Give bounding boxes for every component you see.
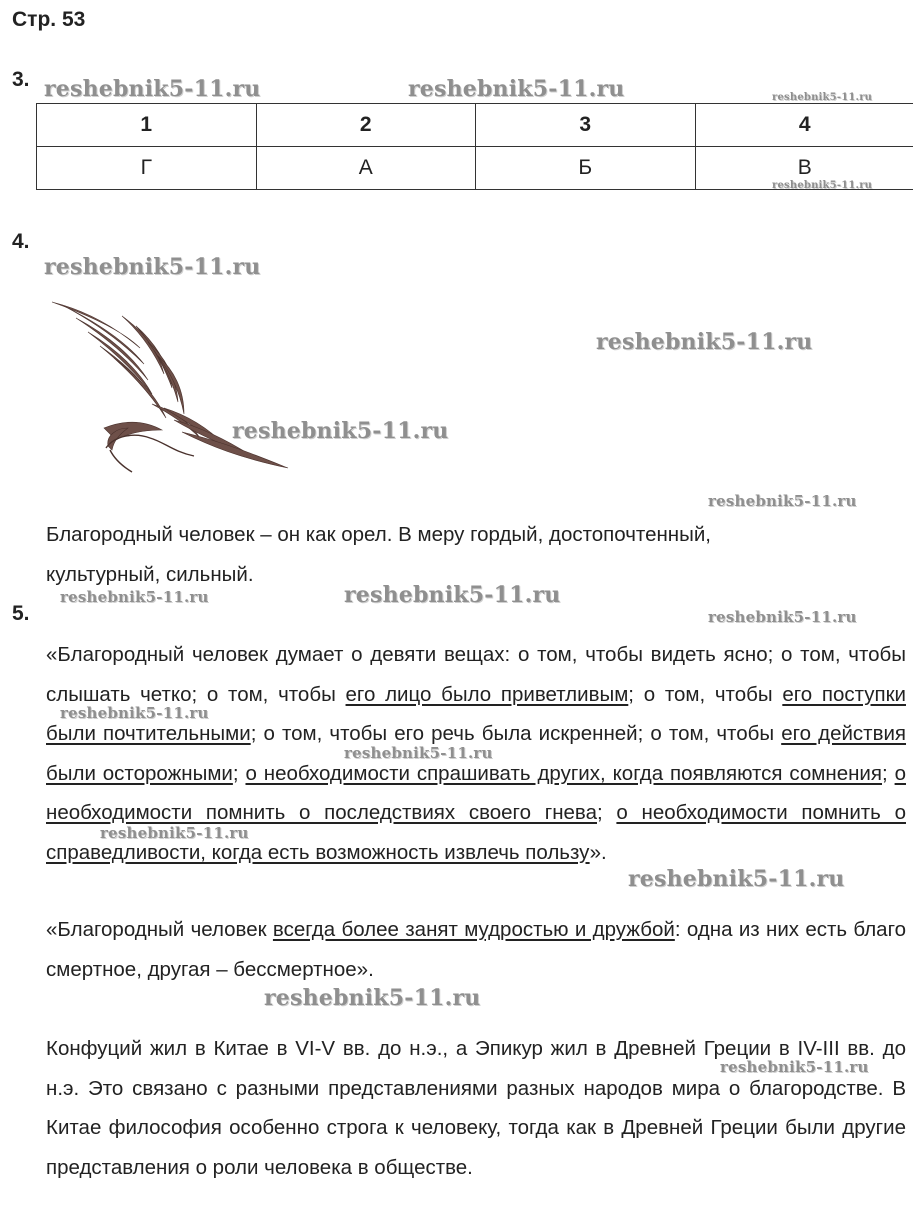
text-segment: «Благородный человек думает о девяти вещах: о том, чтобы видеть ясно; о том, чтобы слышать четко; о том, чтобы <box>46 643 906 706</box>
table-header-cell: 4 <box>695 104 913 147</box>
watermark: reshebnik5-11.ru <box>100 824 249 842</box>
page-label: Стр. 53 <box>12 8 86 31</box>
task-3-number: 3. <box>12 68 30 91</box>
watermark: reshebnik5-11.ru <box>408 76 625 102</box>
text-segment: ; о том, чтобы его речь была искренней; о том, чтобы <box>250 722 782 745</box>
text-segment: ». <box>589 840 607 864</box>
table-cell: В <box>695 147 913 190</box>
watermark: reshebnik5-11.ru <box>772 180 873 191</box>
watermark: reshebnik5-11.ru <box>596 329 813 355</box>
text-segment: : одна из них есть благо смертное, другая – бессмертное». <box>46 918 907 981</box>
watermark: reshebnik5-11.ru <box>772 92 873 103</box>
text-segment: «Благородный человек <box>46 918 273 941</box>
text-segment: ; <box>882 761 895 785</box>
eagle-icon <box>44 296 294 486</box>
watermark: reshebnik5-11.ru <box>708 608 857 626</box>
watermark: reshebnik5-11.ru <box>708 492 857 510</box>
table-cell: Г <box>37 147 257 190</box>
task-4-text-line2: культурный, сильный. <box>46 563 254 586</box>
underlined-phrase: о необходимости помнить о последствиях своего гнева <box>46 761 906 824</box>
task-4-text-line1: Благородный человек – он как орел. В меру гордый, достопочтенный, <box>46 523 711 546</box>
underlined-phrase: его действия были осторожными <box>46 722 907 785</box>
underlined-phrase: его лицо было приветливым <box>345 682 629 706</box>
watermark: reshebnik5-11.ru <box>60 588 209 606</box>
watermark: reshebnik5-11.ru <box>344 744 493 762</box>
underlined-phrase: о необходимости спрашивать других, когда появляются сомнения <box>245 761 882 785</box>
task-5-number: 5. <box>12 602 30 625</box>
task-5-conclusion: Конфуций жил в Китае в VI-V вв. до н.э., а Эпикур жил в Древней Греции в IV-III вв. до н.э. Это связано с разными представлениями разных народов мира о благородстве. В Китае философия особенно строга к человеку, тогда как в Древней Греции были другие представления о роли человека в обществе. <box>46 1037 906 1179</box>
watermark: reshebnik5-11.ru <box>344 582 561 608</box>
task-5-quote-2 <box>46 910 906 989</box>
task-4-number: 4. <box>12 230 30 253</box>
watermark: reshebnik5-11.ru <box>44 254 261 280</box>
table-header-cell: 1 <box>37 104 257 147</box>
answers-table <box>36 103 913 190</box>
watermark: reshebnik5-11.ru <box>264 985 481 1011</box>
watermark: reshebnik5-11.ru <box>628 866 845 892</box>
underlined-phrase: всегда более занят мудростью и дружбой <box>272 918 675 941</box>
watermark: reshebnik5-11.ru <box>232 418 449 444</box>
table-cell: Б <box>476 147 696 190</box>
watermark: reshebnik5-11.ru <box>60 704 209 722</box>
text-segment: ; <box>232 761 246 785</box>
watermark: reshebnik5-11.ru <box>720 1058 869 1076</box>
text-segment: ; о том, чтобы <box>628 682 783 706</box>
table-header-cell: 2 <box>256 104 476 147</box>
table-header-cell: 3 <box>476 104 696 147</box>
watermark: reshebnik5-11.ru <box>44 76 261 102</box>
underlined-phrase: о необходимости помнить о справедливости, когда есть возможность извлечь пользу <box>46 801 906 864</box>
table-cell: А <box>256 147 476 190</box>
table-header-row <box>37 104 913 147</box>
text-segment: ; <box>596 801 617 824</box>
underlined-phrase: его поступки были почтительными <box>46 682 906 745</box>
